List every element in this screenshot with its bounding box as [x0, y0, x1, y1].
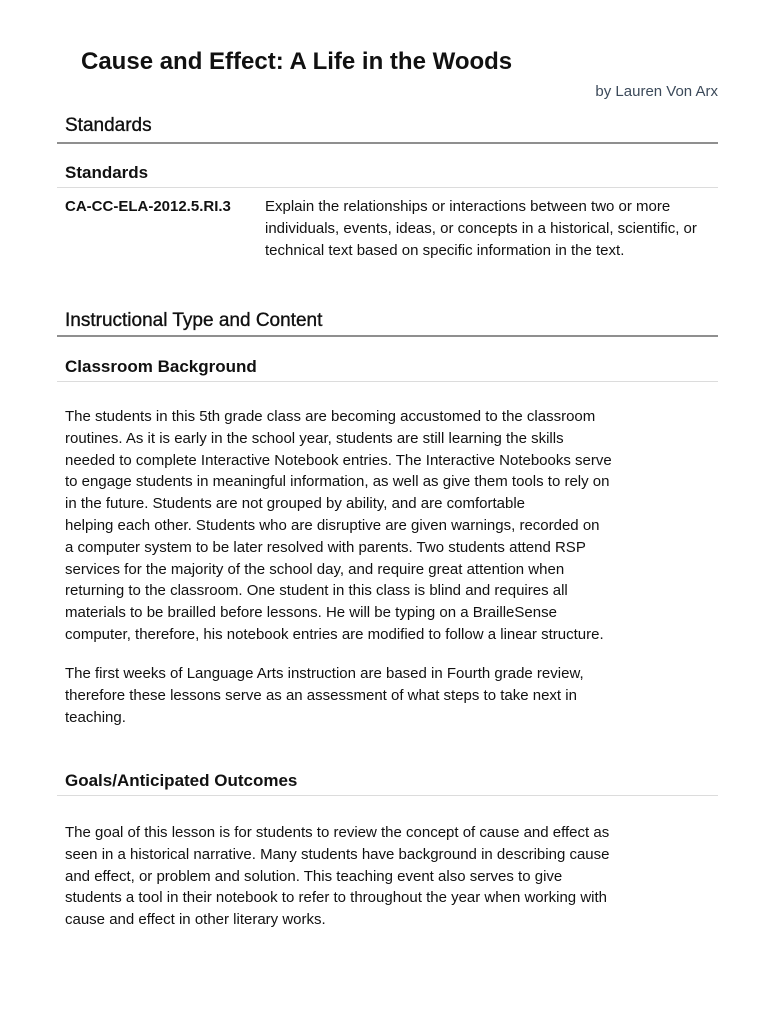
paragraph-line: materials to be brailled before lessons. He will be typing on a BrailleSense: [65, 604, 557, 622]
subsection-title-goals: Goals/Anticipated Outcomes: [65, 771, 298, 790]
document-title: Cause and Effect: A Life in the Woods: [81, 48, 513, 75]
author-byline: by Lauren Von Arx: [595, 83, 718, 100]
paragraph-line: The goal of this lesson is for students to review the concept of cause and effect as: [65, 824, 610, 841]
paragraph-line: routines. As it is early in the school year, students are still learning the skills: [65, 429, 564, 447]
subsection-divider: [57, 795, 718, 796]
classroom-background-paragraph-2: [65, 663, 715, 728]
paragraph-line: students a tool in their notebook to refer to throughout the year when working with: [65, 889, 607, 907]
paragraph-line: services for the majority of the school day, and require great attention when: [65, 560, 565, 578]
section-title-standards: Standards: [65, 115, 152, 136]
paragraph-line: The students in this 5th grade class are becoming accustomed to the classroom: [65, 408, 596, 425]
paragraph-line: therefore these lessons serve as an assessment of what steps to take next in: [65, 686, 577, 704]
paragraph-line: helping each other. Students who are disruptive are given warnings, recorded on: [65, 516, 600, 534]
subsection-title-standards: Standards: [65, 163, 149, 182]
subsection-divider: [57, 187, 718, 188]
goals-paragraph: [65, 822, 715, 931]
subsection-divider: [57, 381, 718, 382]
paragraph-line: in the future. Students are not grouped by ability, and are comfortable: [65, 495, 526, 513]
section-divider: [57, 335, 718, 337]
paragraph-line: cause and effect in other literary works.: [65, 911, 326, 929]
standard-code: CA-CC-ELA-2012.5.RI.3: [65, 198, 231, 215]
standard-description: Explain the relationships or interactions between two or more individuals, events, ideas, or concepts in a historical, scientific, or technical text based on specific information in the text.: [265, 198, 697, 259]
paragraph-line: and effect, or problem and solution. This teaching event also serves to give: [65, 867, 563, 885]
paragraph-line: computer, therefore, his notebook entries are modified to follow a linear structure.: [65, 625, 604, 643]
classroom-background-paragraph-1: [65, 406, 715, 646]
paragraph-line: a computer system to be later resolved with parents. Two students attend RSP: [65, 538, 586, 556]
paragraph-line: to engage students in meaningful information, as well as give them tools to rely on: [65, 473, 610, 491]
paragraph-line: needed to complete Interactive Notebook entries. The Interactive Notebooks serve: [65, 451, 612, 469]
paragraph-line: teaching.: [65, 708, 126, 726]
section-title-instructional: Instructional Type and Content: [65, 310, 323, 331]
paragraph-line: seen in a historical narrative. Many students have background in describing cause: [65, 845, 610, 863]
subsection-title-classroom-background: Classroom Background: [65, 357, 257, 376]
paragraph-line: returning to the classroom. One student in this class is blind and requires all: [65, 582, 568, 600]
paragraph-line: The first weeks of Language Arts instruction are based in Fourth grade review,: [65, 665, 584, 682]
section-divider: [57, 142, 718, 144]
